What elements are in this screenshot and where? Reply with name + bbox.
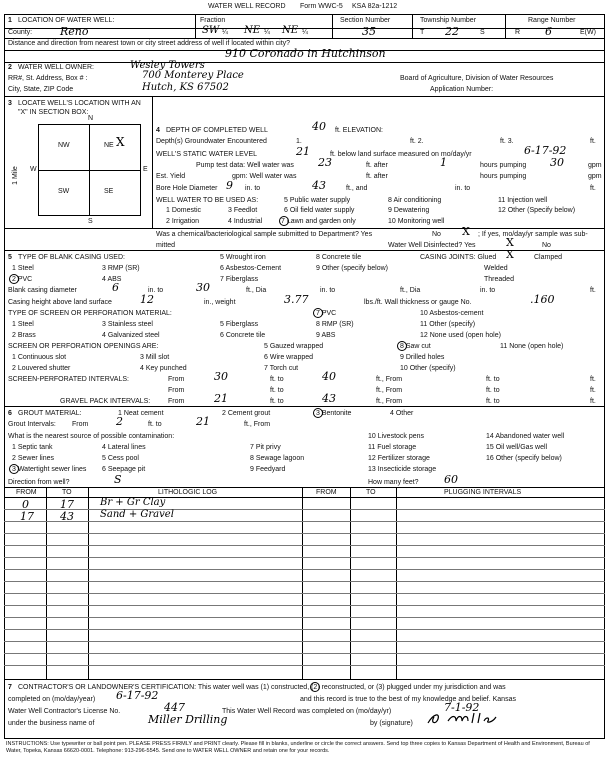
sp-to-label: ft. to [270, 376, 284, 383]
gi-to[interactable]: 21 [196, 415, 210, 428]
contam-watertight[interactable]: 3 Watertight sewer lines [12, 466, 87, 473]
completed-date[interactable]: 6-17-92 [116, 689, 159, 702]
county-label: County: [8, 29, 33, 36]
contam-sewer[interactable]: 2 Sewer lines [12, 455, 55, 462]
joints-welded[interactable]: Welded [484, 265, 508, 272]
sp-from[interactable]: 30 [214, 370, 228, 383]
signature [426, 711, 506, 727]
log-plug-header: PLUGGING INTERVALS [444, 489, 522, 496]
screen-steel[interactable]: 1 Steel [12, 321, 34, 328]
direction-value[interactable]: S [114, 473, 122, 486]
gp-from[interactable]: 21 [214, 392, 228, 405]
license-label: Water Well Contractor's License No. [8, 708, 121, 715]
contam-oilgas[interactable]: 15 Oil well/Gas well [486, 444, 548, 451]
completed-label: completed on (mo/day/year) [8, 696, 96, 703]
casing-wrought[interactable]: 5 Wrought iron [220, 254, 266, 261]
log-row-2-to[interactable]: 43 [60, 510, 74, 523]
log-row-1-desc[interactable]: Br + Gr Clay [100, 497, 166, 508]
static-label: WELL'S STATIC WATER LEVEL [156, 151, 258, 158]
gw-1: 1. [296, 138, 302, 145]
mile-label: 1 Mile [11, 166, 19, 185]
disinfected-no[interactable]: No [542, 242, 551, 249]
hours-pumping-2: hours pumping [480, 173, 527, 180]
sp-to-label-b: ft. to [270, 387, 284, 394]
gi-label: Grout Intervals: [8, 421, 56, 428]
north-label: N [88, 115, 94, 122]
gpm-3: gpm [588, 173, 602, 180]
gpm-1: gpm [588, 162, 602, 169]
use-public[interactable]: 5 Public water supply [284, 197, 351, 204]
blank-dia-label: Blank casing diameter [8, 287, 77, 294]
contam-livestock[interactable]: 10 Livestock pens [368, 433, 425, 440]
open-key[interactable]: 4 Key punched [140, 365, 187, 372]
casing-rmp[interactable]: 3 RMP (SR) [102, 265, 140, 272]
open-torch[interactable]: 7 Torch cut [264, 365, 299, 372]
sec7-number: 7 [8, 684, 12, 691]
gpm-2: gpm: Well water was [232, 173, 297, 180]
contam-lagoon[interactable]: 8 Sewage lagoon [250, 455, 305, 462]
gi-to-label: ft. to [148, 421, 162, 428]
use-domestic[interactable]: 1 Domestic [166, 207, 202, 214]
license-value[interactable]: 447 [164, 701, 185, 714]
board-label: Board of Agriculture, Division of Water Resources [400, 75, 554, 82]
log-from-header: FROM [16, 489, 37, 496]
se-label: SE [104, 188, 114, 195]
open-gauzed[interactable]: 5 Gauzed wrapped [264, 343, 324, 350]
blank-in: in. to [148, 287, 164, 294]
business-label: under the business name of [8, 720, 95, 727]
contam-lateral[interactable]: 4 Lateral lines [102, 444, 146, 451]
openings-label: SCREEN OR PERFORATION OPENINGS ARE: [8, 343, 159, 350]
open-wire[interactable]: 6 Wire wrapped [264, 354, 314, 361]
contam-fuel[interactable]: 11 Fuel storage [368, 444, 417, 451]
chem-no[interactable]: No [432, 231, 441, 238]
casing-concrete[interactable]: 8 Concrete tile [316, 254, 362, 261]
sp-to[interactable]: 40 [322, 370, 336, 383]
quarter-3[interactable]: NE [282, 25, 299, 36]
bore-in: in. to [245, 185, 261, 192]
use-feedlot[interactable]: 3 Feedlot [228, 207, 258, 214]
screen-brass[interactable]: 2 Brass [12, 332, 36, 339]
screen-other[interactable]: 11 Other (specify) [420, 321, 476, 328]
feet-value[interactable]: 60 [444, 473, 458, 486]
height-value[interactable]: 12 [140, 293, 154, 306]
hours-pumping-1: hours pumping [480, 162, 527, 169]
sec2-number: 2 [8, 64, 12, 71]
static-value[interactable]: 21 [296, 145, 310, 158]
use-industrial[interactable]: 4 Industrial [228, 218, 263, 225]
chem-no-mark: X [462, 225, 470, 238]
gp-ft: ft. [590, 398, 596, 405]
ksa-number: KSA 82a-1212 [352, 3, 398, 10]
grout-other[interactable]: 4 Other [390, 410, 414, 417]
disinfected-mark: X [506, 236, 514, 249]
sec3-number: 3 [8, 100, 12, 107]
blank-ft-dia-2: ft., Dia [400, 287, 421, 294]
log-to-header: TO [62, 489, 72, 496]
lbs-label: lbs./ft. Wall thickness or gauge No. [364, 299, 472, 306]
location-mark-x: X [116, 135, 125, 149]
true-text: and this record is true to the best of my knowledge and belief. Kansas [300, 696, 516, 703]
range-r: R [515, 29, 521, 36]
casing-other[interactable]: 9 Other (specify below) [316, 265, 388, 272]
gp-from-2: ft., From [376, 398, 403, 405]
sp-ft: ft. [590, 376, 596, 383]
owner-address[interactable]: 700 Monterey Place [142, 70, 244, 81]
screen-rmp[interactable]: 8 RMP (SR) [316, 321, 354, 328]
open-louvered[interactable]: 2 Louvered shutter [12, 365, 71, 372]
city-label: City, State, ZIP Code [8, 86, 74, 93]
use-irrigation[interactable]: 2 Irrigation [166, 218, 200, 225]
cert-text: CONTRACTOR'S OR LANDOWNER'S CERTIFICATION: This water well was (1) constructed, (2) reconstructed, or (3) plugged under my jurisdiction and was [18, 684, 506, 691]
sec1-number: 1 [8, 17, 12, 24]
open-continuous[interactable]: 1 Continuous slot [12, 354, 67, 361]
grout-bentonite[interactable]: 3 Bentonite [316, 410, 352, 417]
use-injection[interactable]: 11 Injection well [498, 197, 548, 204]
mitted: mitted [156, 242, 176, 249]
pump-label: Pump test data: Well water was [196, 162, 294, 169]
distance-value[interactable]: 910 Coronado in Hutchinson [225, 47, 386, 60]
application-number-label: Application Number: [430, 86, 494, 93]
blank-ft-dia: ft., Dia [246, 287, 267, 294]
quarter-2-suffix: ¼ [264, 29, 270, 36]
contam-pit[interactable]: 7 Pit privy [250, 444, 281, 451]
open-sawcut[interactable]: 8 Saw cut [400, 343, 431, 350]
after-2: ft. after [366, 173, 388, 180]
gi-from[interactable]: 2 [116, 415, 123, 428]
quarter-1-suffix: ¼ [222, 29, 228, 36]
gp-to[interactable]: 43 [322, 392, 336, 405]
casing-pvc[interactable]: 2 PVC [12, 276, 33, 283]
screen-label: TYPE OF SCREEN OR PERFORATION MATERIAL: [8, 310, 172, 317]
fraction-label: Fraction [200, 17, 226, 24]
sp-to-2-b: ft. to [486, 387, 500, 394]
bore-label: Bore Hole Diameter [156, 185, 218, 192]
open-mill[interactable]: 3 Mill slot [140, 354, 170, 361]
height-label: Casing height above land surface [8, 299, 112, 306]
distance-label: Distance and direction from nearest town or city street address of well if located within city? [8, 40, 291, 47]
screen-asbestos[interactable]: 10 Asbestos-cement [420, 310, 484, 317]
groundwater-label: Depth(s) Groundwater Encountered [156, 138, 267, 145]
pump-ft[interactable]: 23 [318, 156, 332, 169]
use-dewatering[interactable]: 9 Dewatering [388, 207, 430, 214]
open-none[interactable]: 11 None (open hole) [500, 343, 564, 350]
section-label: Section Number [340, 17, 391, 24]
static-mid: ft. below land surface measured on mo/day/yr [330, 151, 472, 158]
grout-cement[interactable]: 2 Cement grout [222, 410, 271, 417]
casing-asbestos[interactable]: 6 Asbestos-Cement [220, 265, 282, 272]
casing-abs[interactable]: 4 ABS [102, 276, 122, 283]
contam-abandoned[interactable]: 14 Abandoned water well [486, 433, 565, 440]
elevation-label: ft. ELEVATION: [335, 127, 383, 134]
contam-label: What is the nearest source of possible contamination: [8, 433, 175, 440]
blank-dia[interactable]: 6 [112, 281, 119, 294]
gw-3: ft. 3. [500, 138, 514, 145]
open-other[interactable]: 10 Other (specify) [400, 365, 456, 372]
direction-label: Direction from well? [8, 479, 70, 486]
sec6-number: 6 [8, 410, 12, 417]
use-oil[interactable]: 6 Oil field water supply [284, 207, 355, 214]
section-value[interactable]: 35 [362, 25, 376, 38]
sp-label: SCREEN-PERFORATED INTERVALS: [8, 376, 129, 383]
south-label: S [88, 218, 93, 225]
gi-from-label: From [72, 421, 89, 428]
open-drilled[interactable]: 9 Drilled holes [400, 354, 445, 361]
contam-feedyard[interactable]: 9 Feedyard [250, 466, 286, 473]
est-yield-label: Est. Yield [156, 173, 186, 180]
sp-ft-b: ft. [590, 387, 596, 394]
grout-neat[interactable]: 1 Neat cement [118, 410, 164, 417]
log-to-header-2: TO [366, 489, 376, 496]
contam-insecticide[interactable]: 13 Insecticide storage [368, 466, 437, 473]
gw-ft: ft. [590, 138, 596, 145]
gauge-value[interactable]: .160 [530, 293, 555, 306]
sp-from-2-b: ft., From [376, 387, 403, 394]
bore-ft: ft., and [346, 185, 368, 192]
chem-label: Was a chemical/bacteriological sample submitted to Department? Yes [156, 231, 373, 238]
gp-from-label: From [168, 398, 185, 405]
owner-name[interactable]: Wesley Towers [130, 60, 205, 71]
rr-label: RR#, St. Address, Box # : [8, 75, 88, 82]
ne-label: NE [104, 142, 114, 149]
gi-ft: ft., From [244, 421, 271, 428]
township-t: T [420, 29, 425, 36]
pump-gpm[interactable]: 30 [550, 156, 564, 169]
joints-label: CASING JOINTS: Glued [420, 254, 497, 261]
county-value[interactable]: Reno [60, 25, 89, 38]
casing-label: TYPE OF BLANK CASING USED: [18, 254, 125, 261]
gw-2: ft. 2. [410, 138, 424, 145]
blank-ft: ft. [590, 287, 596, 294]
screen-concrete[interactable]: 6 Concrete tile [220, 332, 266, 339]
log-from-header-2: FROM [316, 489, 337, 496]
joints-glued-mark: X [506, 248, 514, 261]
blank-to[interactable]: 30 [196, 281, 210, 294]
business-value[interactable]: Miller Drilling [148, 713, 228, 726]
use-other[interactable]: 12 Other (Specify below) [498, 207, 576, 214]
signature-label: by (signature) [370, 720, 413, 727]
log-row-1-to[interactable]: 17 [60, 498, 74, 511]
east-label: E [143, 166, 148, 173]
screen-abs[interactable]: 9 ABS [316, 332, 336, 339]
gp-label: GRAVEL PACK INTERVALS: [60, 398, 151, 405]
log-row-1-from[interactable]: 0 [22, 498, 29, 511]
gp-to-label: ft. to [270, 398, 284, 405]
contam-other[interactable]: 16 Other (specify below) [486, 455, 562, 462]
casing-fiberglass[interactable]: 7 Fiberglass [220, 276, 259, 283]
form-title: WATER WELL RECORD [208, 3, 286, 10]
screen-pvc[interactable]: 7 PVC [316, 310, 337, 317]
township-s: S [480, 29, 485, 36]
use-air[interactable]: 8 Air conditioning [388, 197, 442, 204]
feet-label: How many feet? [368, 479, 419, 486]
quarter-2[interactable]: NE [244, 25, 261, 36]
log-litho-header: LITHOLOGIC LOG [158, 489, 218, 496]
static-date[interactable]: 6-17-92 [524, 144, 567, 157]
height-in: in., weight [204, 299, 236, 306]
blank-in-to: in. to [320, 287, 336, 294]
sec2-title: WATER WELL OWNER: [18, 64, 94, 71]
casing-steel[interactable]: 1 Steel [12, 265, 34, 272]
use-label: WELL WATER TO BE USED AS: [156, 197, 259, 204]
log-row-2-desc[interactable]: Sand + Gravel [100, 509, 174, 520]
joints-clamped[interactable]: Clamped [534, 254, 563, 261]
sec5-number: 5 [8, 254, 12, 261]
screen-none[interactable]: 12 None used (open hole) [420, 332, 501, 339]
depth-label: DEPTH OF COMPLETED WELL [166, 127, 268, 134]
contam-fertilizer[interactable]: 12 Fertilizer storage [368, 455, 430, 462]
sec4-number: 4 [156, 127, 160, 134]
section-box[interactable] [38, 124, 141, 216]
depth-value[interactable]: 40 [312, 120, 326, 133]
bore-to[interactable]: 43 [312, 179, 326, 192]
owner-city[interactable]: Hutch, KS 67502 [142, 82, 229, 93]
screen-stainless[interactable]: 3 Stainless steel [102, 321, 153, 328]
log-row-2-from[interactable]: 17 [20, 510, 34, 523]
grout-label: GROUT MATERIAL: [18, 410, 82, 417]
use-monitoring[interactable]: 10 Monitoring well [388, 218, 445, 225]
sec1-title: LOCATION OF WATER WELL: [18, 17, 115, 24]
quarter-3-suffix: ¼ [302, 29, 308, 36]
sw-label: SW [58, 188, 70, 195]
contam-septic[interactable]: 1 Septic tank [12, 444, 53, 451]
township-value[interactable]: 22 [445, 25, 459, 38]
joints-threaded[interactable]: Threaded [484, 276, 514, 283]
sp-from-label-b: From [168, 387, 185, 394]
blank-in-to-2: in. to [480, 287, 496, 294]
west-label: W [30, 166, 37, 173]
township-label: Township Number [420, 17, 477, 24]
gp-to-2: ft. to [486, 398, 500, 405]
sp-from-2: ft., From [376, 376, 403, 383]
contam-seepage[interactable]: 6 Seepage pit [102, 466, 146, 473]
use-lawn[interactable]: 7 Lawn and garden only [281, 218, 356, 225]
after-1: ft. after [366, 162, 388, 169]
pump-hours[interactable]: 1 [440, 156, 447, 169]
nw-label: NW [58, 142, 70, 149]
sec3-title: LOCATE WELL'S LOCATION WITH AN "X" IN SECTION BOX: [18, 100, 141, 116]
sp-from-label: From [168, 376, 185, 383]
chem-rest: ; If yes, mo/day/yr sample was sub- [478, 231, 588, 238]
screen-galvanized[interactable]: 4 Galvanized steel [102, 332, 160, 339]
instructions-text: INSTRUCTIONS: Use typewriter or ball point pen. PLEASE PRESS FIRMLY and PRINT clearly. Please fill in blanks, underline or circle the correct answers. Send top three copies to Kansas Department of Health and Environment, Bureau of Water, Topeka, Kansas 66620-0001. Telephone: 913-296-5545. Send one to WATER WELL OWNER and retain one for your records. [6, 741, 590, 754]
quarter-1[interactable]: SW [202, 25, 220, 36]
range-value[interactable]: 6 [545, 25, 552, 38]
contam-cess[interactable]: 5 Cess pool [102, 455, 139, 462]
range-ew: E(W) [580, 29, 596, 36]
screen-fiberglass[interactable]: 5 Fiberglass [220, 321, 259, 328]
form-number: Form WWC-5 [300, 3, 343, 10]
bore-ft-2: ft. [590, 185, 596, 192]
disinfected-label: Water Well Disinfected? Yes [388, 242, 476, 249]
weight-value[interactable]: 3.77 [284, 293, 309, 306]
bore-diameter[interactable]: 9 [226, 179, 233, 192]
sp-to-2: ft. to [486, 376, 500, 383]
bore-in-2: in. to [455, 185, 471, 192]
record-label: This Water Well Record was completed on (mo/day/yr) [222, 708, 392, 715]
range-label: Range Number [528, 17, 576, 24]
record-date[interactable]: 7-1-92 [444, 701, 480, 714]
